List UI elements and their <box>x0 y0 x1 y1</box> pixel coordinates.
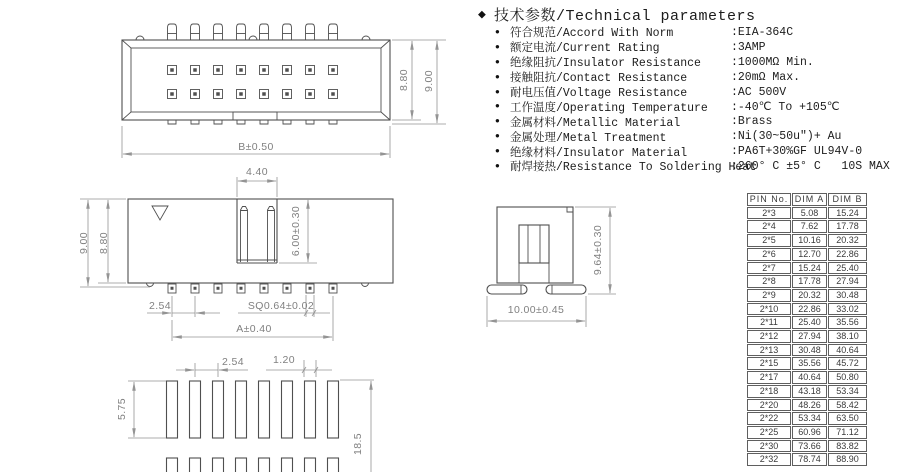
param-value: :20mΩ Max. <box>731 70 801 84</box>
table-cell: 2*15 <box>747 357 791 370</box>
table-cell: 10.16 <box>792 234 827 247</box>
table-cell: 2*4 <box>747 220 791 233</box>
param-value: :1000MΩ Min. <box>731 55 814 69</box>
dim-label-footprint-pitch: 2.54 <box>221 356 245 368</box>
table-header-cell: PIN No. <box>747 193 791 206</box>
polarity-mark-icon <box>152 206 168 220</box>
bullet-icon: ● <box>495 132 500 142</box>
table-cell: 2*8 <box>747 275 791 288</box>
bullet-icon: ● <box>495 57 500 67</box>
table-cell: 25.40 <box>828 262 867 275</box>
param-label: 耐焊接热/Resistance To Soldering Heat <box>510 161 757 175</box>
footprint-drawing <box>128 360 374 472</box>
param-row <box>470 40 897 55</box>
table-cell: 2*17 <box>747 371 791 384</box>
table-cell: 73.66 <box>792 440 827 453</box>
param-label: 额定电流/Current Rating <box>510 42 660 56</box>
param-label: 耐电压值/Voltage Resistance <box>510 87 688 101</box>
table-cell: 15.24 <box>828 207 867 220</box>
table-row <box>747 453 867 466</box>
param-value: :3AMP <box>731 40 766 54</box>
table-cell: 45.72 <box>828 357 867 370</box>
param-label: 金属材料/Metallic Material <box>510 116 681 130</box>
bullet-icon: ● <box>495 87 500 97</box>
table-row <box>747 426 867 439</box>
param-row <box>470 25 897 40</box>
table-cell: 78.74 <box>792 453 827 466</box>
table-row <box>747 399 867 412</box>
bullet-icon: ● <box>495 27 500 37</box>
bullet-icon: ● <box>495 147 500 157</box>
table-cell: 2*18 <box>747 385 791 398</box>
table-cell: 2*32 <box>747 453 791 466</box>
table-header-cell: DIM B <box>828 193 867 206</box>
table-cell: 2*12 <box>747 330 791 343</box>
param-value: :-40℃ To +105℃ <box>731 101 840 115</box>
dim-label-end-width: 10.00±0.45 <box>507 304 565 316</box>
table-row <box>747 344 867 357</box>
table-cell: 60.96 <box>792 426 827 439</box>
table-cell: 35.56 <box>828 316 867 329</box>
table-row <box>747 207 867 220</box>
param-row <box>470 129 897 144</box>
table-cell: 40.64 <box>792 371 827 384</box>
table-row <box>747 275 867 288</box>
param-row <box>470 144 897 159</box>
table-row <box>747 316 867 329</box>
param-value: :Brass <box>731 115 773 129</box>
dim-label-front-slot-depth: 6.00±0.30 <box>290 205 302 257</box>
dim-label-footprint-pad-height: 5.75 <box>116 397 128 421</box>
table-cell: 50.80 <box>828 371 867 384</box>
param-row <box>470 99 897 114</box>
table-cell: 2*22 <box>747 412 791 425</box>
table-cell: 33.02 <box>828 303 867 316</box>
bullet-icon: ● <box>495 117 500 127</box>
dim-table <box>746 192 868 467</box>
param-row <box>470 70 897 85</box>
table-cell: 63.50 <box>828 412 867 425</box>
table-cell: 30.48 <box>828 289 867 302</box>
dim-label-front-span: A±0.40 <box>236 323 272 335</box>
param-row <box>470 55 897 70</box>
table-cell: 2*5 <box>747 234 791 247</box>
params-list <box>470 25 897 174</box>
table-cell: 27.94 <box>828 275 867 288</box>
table-cell: 7.62 <box>792 220 827 233</box>
dim-label-front-pitch: 2.54 <box>148 300 172 312</box>
table-cell: 38.10 <box>828 330 867 343</box>
param-label: 绝缘阻抗/Insulator Resistance <box>510 57 701 71</box>
table-cell: 2*20 <box>747 399 791 412</box>
table-cell: 2*3 <box>747 207 791 220</box>
table-cell: 43.18 <box>792 385 827 398</box>
table-row <box>747 220 867 233</box>
table-row <box>747 440 867 453</box>
front-view-drawing <box>80 177 393 341</box>
table-header-row <box>747 193 867 206</box>
table-cell: 17.78 <box>792 275 827 288</box>
dim-label-end-height: 9.64±0.30 <box>592 224 604 276</box>
table-row <box>747 330 867 343</box>
param-value: :260° C ±5° C 10S MAX <box>731 159 890 173</box>
table-row <box>747 234 867 247</box>
table-cell: 58.42 <box>828 399 867 412</box>
param-row <box>470 114 897 129</box>
param-label: 接触阻抗/Contact Resistance <box>510 72 688 86</box>
dim-label-top-width: B±0.50 <box>238 141 274 153</box>
table-cell: 2*10 <box>747 303 791 316</box>
table-cell: 12.70 <box>792 248 827 261</box>
table-cell: 22.86 <box>828 248 867 261</box>
table-row <box>747 303 867 316</box>
table-row <box>747 412 867 425</box>
param-label: 金属处理/Metal Treatment <box>510 131 667 145</box>
param-label: 绝缘材料/Insulator Material <box>510 146 688 160</box>
table-row <box>747 289 867 302</box>
table-cell: 40.64 <box>828 344 867 357</box>
dim-label-front-pin-size: SQ0.64±0.02 <box>247 300 315 312</box>
table-header-cell: DIM A <box>792 193 827 206</box>
dim-label-top-depth-outer: 9.00 <box>423 69 435 93</box>
dim-label-front-height-outer: 9.00 <box>78 231 90 255</box>
bullet-icon: ● <box>495 102 500 112</box>
dim-label-front-slot-width: 4.40 <box>245 166 269 178</box>
table-cell: 35.56 <box>792 357 827 370</box>
table-cell: 27.94 <box>792 330 827 343</box>
table-cell: 71.12 <box>828 426 867 439</box>
table-cell: 2*9 <box>747 289 791 302</box>
dim-label-footprint-pad-width: 1.20 <box>272 354 296 366</box>
param-row <box>470 85 897 100</box>
table-cell: 17.78 <box>828 220 867 233</box>
table-cell: 53.34 <box>792 412 827 425</box>
param-value: :AC 500V <box>731 85 787 99</box>
diamond-icon: ◆ <box>478 6 487 22</box>
bullet-icon: ● <box>495 42 500 52</box>
table-cell: 53.34 <box>828 385 867 398</box>
section-title: 技术参数/Technical parameters <box>494 7 756 25</box>
table-cell: 2*25 <box>747 426 791 439</box>
dim-label-top-depth-inner: 8.80 <box>398 68 410 92</box>
table-row <box>747 385 867 398</box>
technical-parameters-section <box>470 3 897 174</box>
table-cell: 88.90 <box>828 453 867 466</box>
bullet-icon: ● <box>495 161 500 171</box>
standoff-bumps <box>136 36 370 40</box>
table-cell: 20.32 <box>792 289 827 302</box>
table-cell: 2*6 <box>747 248 791 261</box>
table-cell: 48.26 <box>792 399 827 412</box>
param-value: :Ni(30~50u")+ Au <box>731 130 842 144</box>
param-value: :EIA-364C <box>731 25 794 39</box>
section-title-row <box>470 3 897 25</box>
table-cell: 5.08 <box>792 207 827 220</box>
table-cell: 25.40 <box>792 316 827 329</box>
table-row <box>747 371 867 384</box>
table-row <box>747 262 867 275</box>
table-cell: 22.86 <box>792 303 827 316</box>
table-cell: 2*13 <box>747 344 791 357</box>
table-row <box>747 357 867 370</box>
table-cell: 2*7 <box>747 262 791 275</box>
dim-label-footprint-overall: 18.5 <box>352 432 364 456</box>
table-cell: 2*11 <box>747 316 791 329</box>
table-cell: 15.24 <box>792 262 827 275</box>
table-cell: 2*30 <box>747 440 791 453</box>
param-value: :PA6T+30%GF UL94V-0 <box>731 145 863 159</box>
table-row <box>747 248 867 261</box>
param-row <box>470 159 897 174</box>
table-cell: 83.82 <box>828 440 867 453</box>
dim-label-front-height-inner: 8.80 <box>98 231 110 255</box>
table-cell: 20.32 <box>828 234 867 247</box>
param-label: 符合规范/Accord With Norm <box>510 27 674 41</box>
bullet-icon: ● <box>495 72 500 82</box>
table-cell: 30.48 <box>792 344 827 357</box>
param-label: 工作温度/Operating Temperature <box>510 101 708 115</box>
